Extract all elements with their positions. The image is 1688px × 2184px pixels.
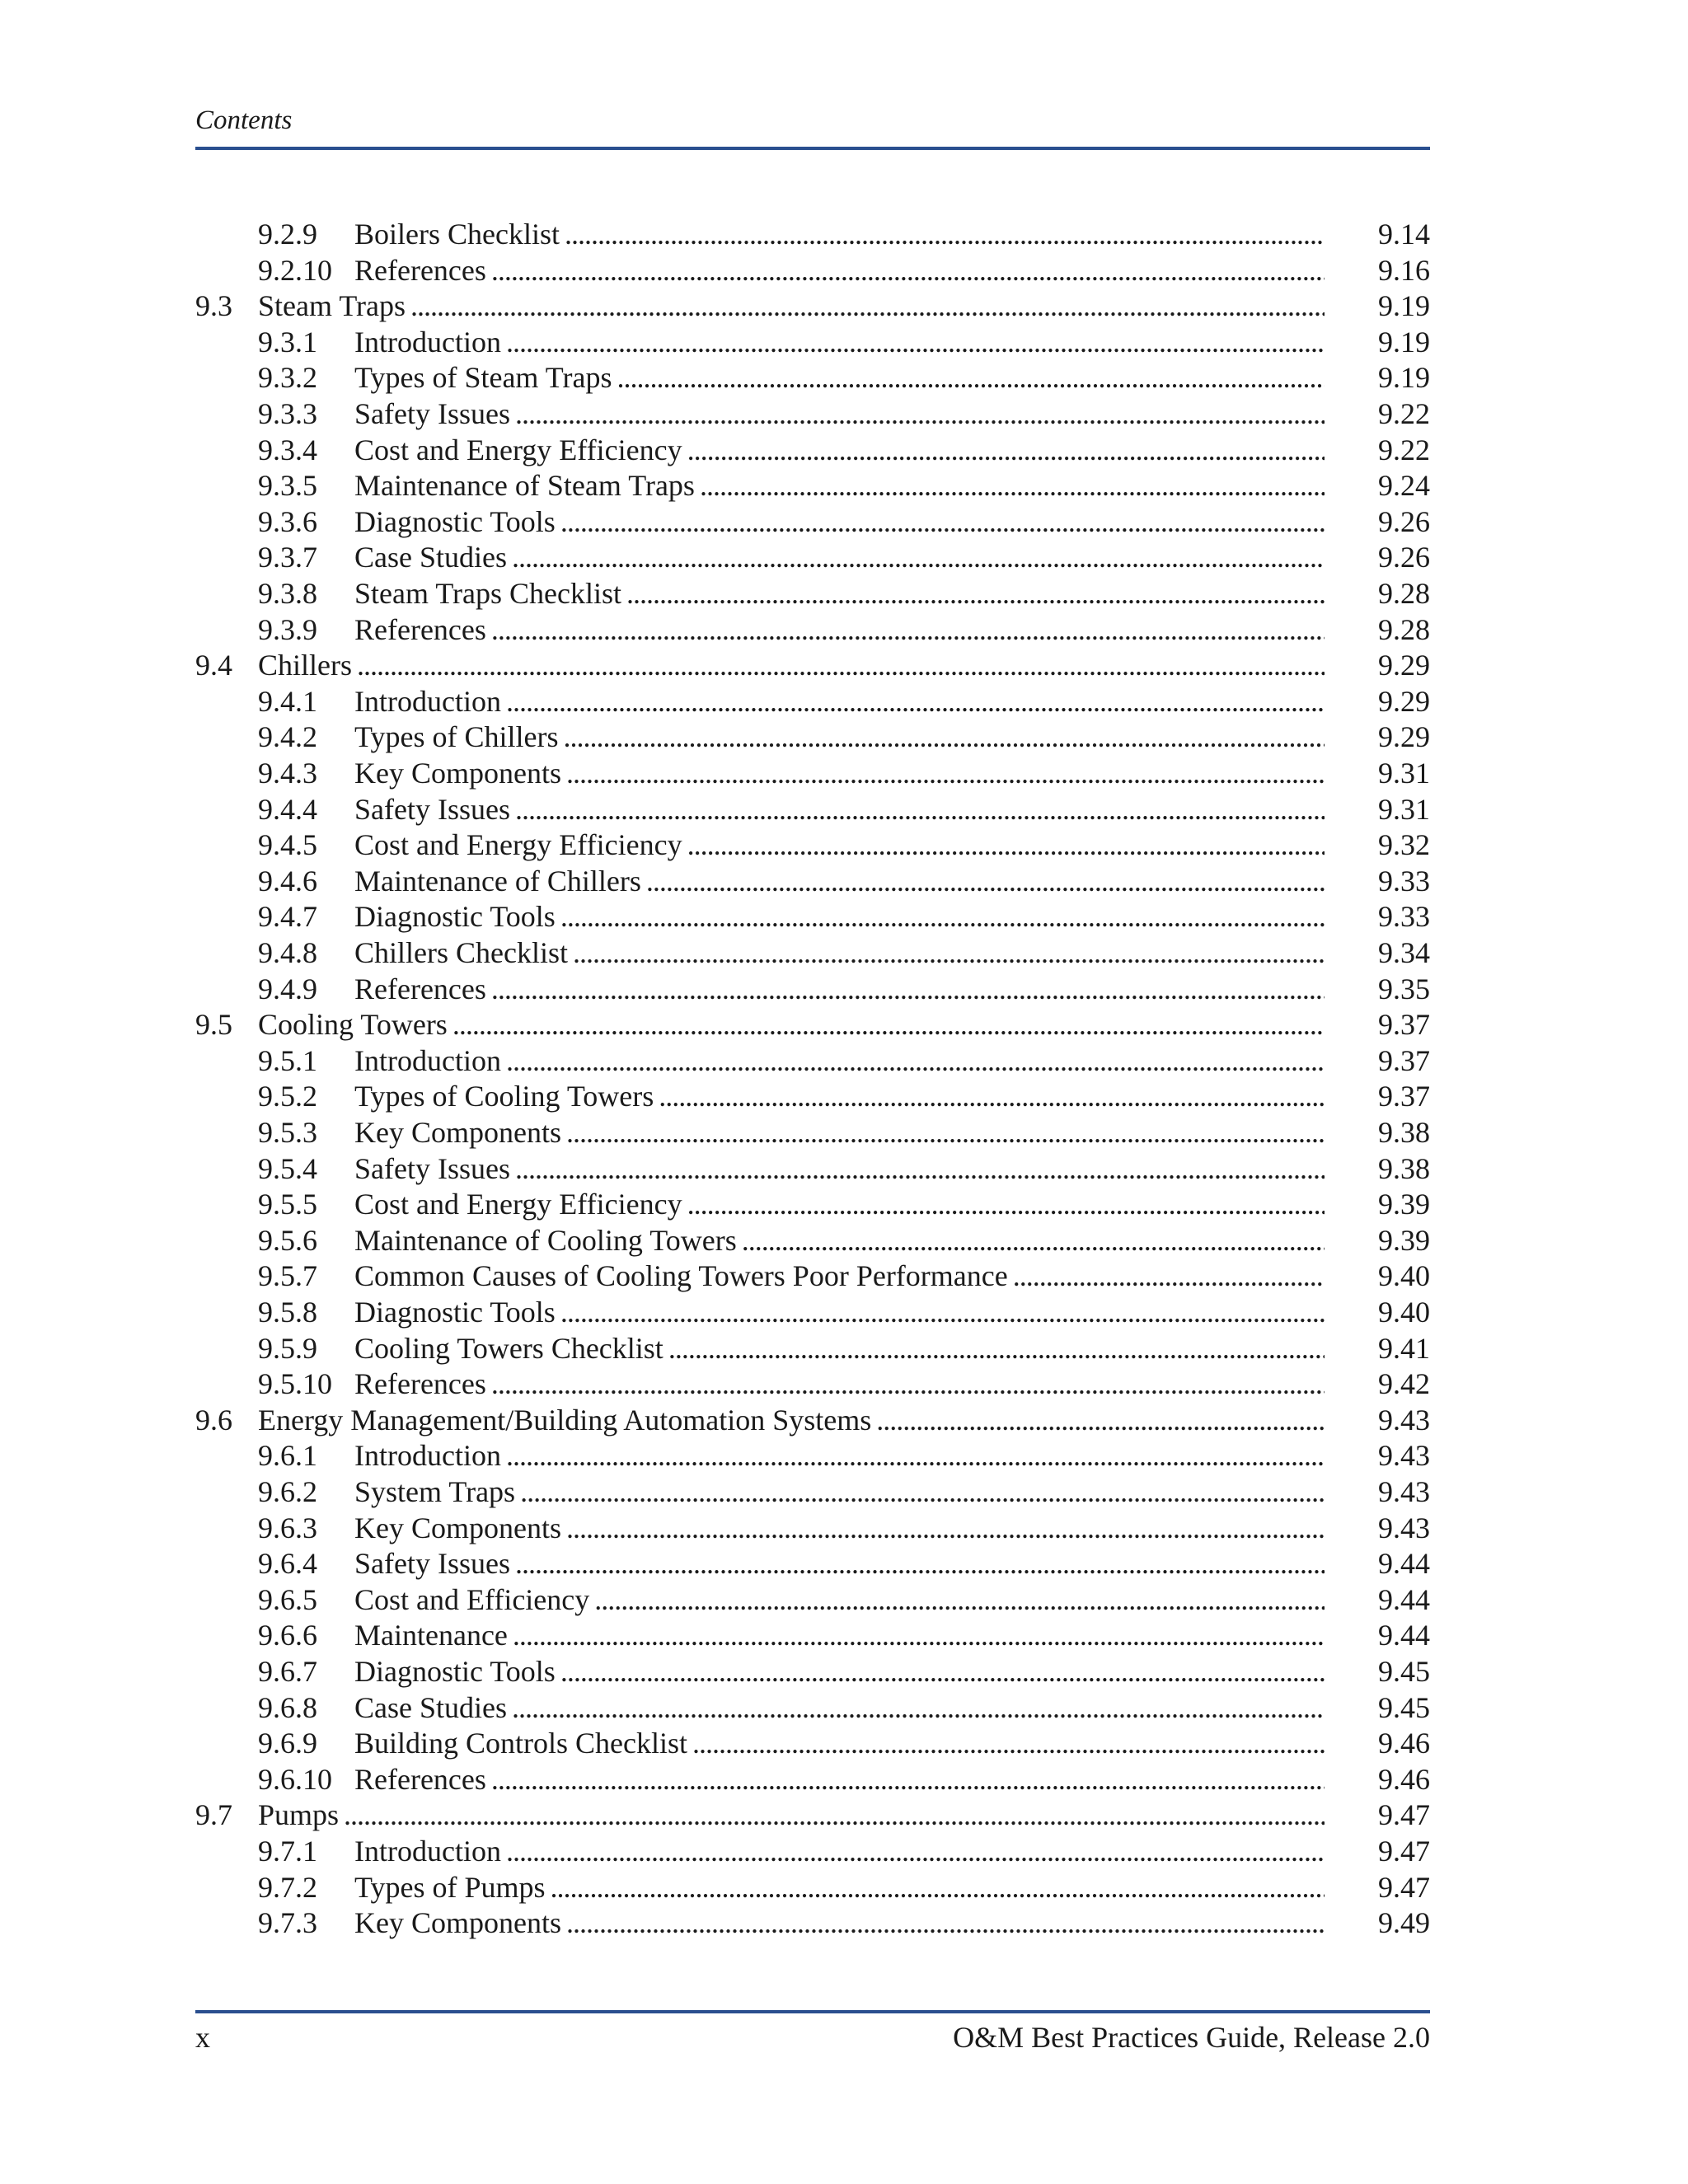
toc-entry-number: 9.4.3 [258,757,317,790]
toc-dot-leader [506,684,1325,720]
toc-entry-title-wrap [354,540,1325,576]
toc-entry-page: 9.28 [1378,612,1430,646]
toc-entry-number: 9.5.3 [258,1116,317,1149]
toc-entry-page: 9.49 [1378,1906,1430,1940]
toc-entry-number: 9.4.4 [258,792,317,826]
toc-subsection-entry[interactable] [0,756,1688,792]
toc-entry-title: Cost and Efficiency [354,1582,590,1616]
toc-entry-title: Energy Management/Building Automation Systems [258,1403,872,1436]
toc-entry-number: 9.3.8 [258,577,317,610]
toc-entry-title-wrap [354,1511,1325,1547]
toc-entry-page: 9.47 [1378,1835,1430,1868]
toc-entry-title: Diagnostic Tools [354,900,556,934]
toc-entry-title-wrap [354,1187,1325,1223]
toc-entry-number: 9.3.4 [258,433,317,466]
toc-entry-number: 9.3.5 [258,469,317,503]
toc-entry-title-wrap [354,1151,1325,1188]
toc-entry-title-wrap [354,1079,1325,1115]
toc-entry-number: 9.2.10 [258,253,332,287]
toc-entry-page: 9.45 [1378,1690,1430,1724]
toc-dot-leader [563,719,1325,756]
toc-entry-number: 9.6.1 [258,1439,317,1473]
toc-subsection-entry[interactable] [0,1618,1688,1654]
toc-entry-page: 9.43 [1378,1439,1430,1473]
toc-entry-page: 9.45 [1378,1655,1430,1688]
toc-entry-page: 9.38 [1378,1116,1430,1149]
toc-section-entry[interactable] [0,1403,1688,1439]
toc-entry-page: 9.39 [1378,1223,1430,1257]
toc-entry-number: 9.3.7 [258,541,317,574]
toc-subsection-entry[interactable] [0,1223,1688,1259]
toc-entry-title: Safety Issues [354,792,510,826]
toc-entry-number: 9.6 [195,1403,232,1436]
toc-entry-title-wrap [354,1905,1325,1942]
toc-dot-leader [594,1582,1325,1619]
toc-entry-title: Introduction [354,684,501,718]
toc-dot-leader [515,1151,1325,1188]
toc-dot-leader [566,756,1325,792]
toc-entry-number: 9.3.3 [258,397,317,430]
toc-entry-number: 9.3.9 [258,612,317,646]
toc-entry-page: 9.26 [1378,541,1430,574]
toc-dot-leader [410,288,1325,325]
toc-entry-page: 9.28 [1378,577,1430,610]
toc-entry-number: 9.5.6 [258,1223,317,1257]
toc-entry-page: 9.19 [1378,325,1430,359]
toc-entry-title: Chillers [258,649,352,682]
toc-entry-title-wrap [354,1223,1325,1259]
toc-dot-leader [515,1546,1325,1582]
toc-subsection-entry[interactable] [0,612,1688,649]
toc-entry-page: 9.33 [1378,864,1430,898]
toc-dot-leader [742,1223,1325,1259]
toc-dot-leader [560,1295,1325,1331]
toc-entry-title-wrap [354,792,1325,828]
toc-subsection-entry[interactable] [0,972,1688,1008]
toc-entry-title: References [354,972,486,1005]
toc-entry-title: Chillers Checklist [354,936,568,969]
toc-entry-title-wrap [354,253,1325,289]
toc-entry-title: Maintenance [354,1619,508,1652]
toc-entry-title-wrap [354,1258,1325,1295]
toc-dot-leader [700,468,1325,504]
toc-entry-title-wrap [354,1043,1325,1080]
toc-entry-number: 9.3.6 [258,504,317,538]
toc-entry-title-wrap [354,1654,1325,1690]
toc-entry-title-wrap [354,1618,1325,1654]
toc-entry-page: 9.34 [1378,936,1430,969]
toc-entry-title-wrap [354,433,1325,469]
toc-entry-title-wrap [354,1834,1325,1870]
toc-dot-leader [512,1690,1325,1727]
toc-section-entry[interactable] [0,648,1688,684]
toc-dot-leader [566,1905,1325,1942]
toc-dot-leader [659,1079,1325,1115]
toc-subsection-entry[interactable] [0,576,1688,612]
toc-dot-leader [566,1115,1325,1151]
toc-section-entry[interactable] [0,288,1688,325]
toc-dot-leader [687,827,1325,864]
toc-entry-number: 9.6.2 [258,1475,317,1508]
toc-entry-number: 9.6.9 [258,1727,317,1760]
toc-entry-page: 9.41 [1378,1331,1430,1365]
toc-dot-leader [491,972,1325,1008]
toc-entry-page: 9.47 [1378,1870,1430,1904]
toc-entry-page: 9.29 [1378,649,1430,682]
toc-entry-page: 9.31 [1378,757,1430,790]
toc-subsection-entry[interactable] [0,864,1688,900]
toc-entry-page: 9.43 [1378,1511,1430,1544]
toc-subsection-entry[interactable] [0,1870,1688,1906]
toc-dot-leader [515,396,1325,433]
toc-entry-page: 9.44 [1378,1547,1430,1581]
toc-subsection-entry[interactable] [0,1295,1688,1331]
toc-entry-title: Cost and Energy Efficiency [354,1188,682,1221]
toc-entry-page: 9.16 [1378,253,1430,287]
toc-subsection-entry[interactable] [0,1762,1688,1798]
toc-entry-title: Diagnostic Tools [354,1655,556,1688]
toc-entry-number: 9.4.7 [258,900,317,934]
toc-subsection-entry[interactable] [0,899,1688,935]
toc-entry-title: Key Components [354,1116,561,1149]
toc-entry-title: References [354,1367,486,1401]
toc-entry-title-wrap [354,396,1325,433]
toc-dot-leader [344,1797,1325,1834]
toc-subsection-entry[interactable] [0,827,1688,864]
toc-dot-leader [506,1043,1325,1080]
toc-subsection-entry[interactable] [0,1511,1688,1547]
toc-entry-number: 9.2.9 [258,218,317,251]
toc-entry-title: Introduction [354,1043,501,1077]
toc-dot-leader [687,433,1325,469]
toc-subsection-entry[interactable] [0,1151,1688,1188]
toc-entry-page: 9.39 [1378,1188,1430,1221]
toc-subsection-entry[interactable] [0,1690,1688,1727]
toc-subsection-entry[interactable] [0,1438,1688,1474]
toc-entry-page: 9.37 [1378,1008,1430,1042]
toc-entry-title-wrap [354,1474,1325,1511]
toc-entry-title-wrap [258,288,1325,325]
toc-entry-number: 9.7.3 [258,1906,317,1940]
toc-entry-title: Types of Cooling Towers [354,1080,654,1113]
toc-entry-page: 9.37 [1378,1043,1430,1077]
footer-rule [195,2010,1430,2013]
toc-dot-leader [687,1187,1325,1223]
toc-dot-leader [491,1762,1325,1798]
toc-subsection-entry[interactable] [0,433,1688,469]
toc-entry-title: Maintenance of Cooling Towers [354,1223,737,1257]
footer-page-number: x [195,2021,210,2054]
toc-entry-page: 9.35 [1378,972,1430,1005]
toc-dot-leader [491,612,1325,649]
toc-entry-title-wrap [354,684,1325,720]
toc-subsection-entry[interactable] [0,468,1688,504]
toc-entry-title-wrap [354,1690,1325,1727]
toc-entry-title: Key Components [354,1511,561,1544]
toc-entry-page: 9.42 [1378,1367,1430,1401]
toc-entry-title: Introduction [354,325,501,359]
toc-entry-title-wrap [354,360,1325,396]
toc-entry-title-wrap [354,756,1325,792]
toc-entry-title: Safety Issues [354,1547,510,1581]
toc-subsection-entry[interactable] [0,1366,1688,1403]
toc-entry-page: 9.44 [1378,1619,1430,1652]
toc-dot-leader [520,1474,1325,1511]
toc-entry-title: Diagnostic Tools [354,1296,556,1329]
toc-entry-title-wrap [354,719,1325,756]
toc-entry-title-wrap [354,1762,1325,1798]
toc-entry-number: 9.6.8 [258,1690,317,1724]
toc-entry-page: 9.14 [1378,218,1430,251]
toc-entry-title: Case Studies [354,541,507,574]
toc-entry-number: 9.6.7 [258,1655,317,1688]
toc-entry-title-wrap [354,1115,1325,1151]
toc-entry-number: 9.4.5 [258,828,317,862]
toc-entry-page: 9.22 [1378,397,1430,430]
toc-entry-page: 9.46 [1378,1727,1430,1760]
toc-dot-leader [565,217,1325,253]
toc-subsection-entry[interactable] [0,684,1688,720]
toc-entry-title-wrap [354,972,1325,1008]
toc-entry-title: Boilers Checklist [354,218,560,251]
toc-subsection-entry[interactable] [0,1546,1688,1582]
toc-entry-title-wrap [258,1007,1325,1043]
toc-subsection-entry[interactable] [0,1905,1688,1942]
toc-subsection-entry[interactable] [0,1726,1688,1762]
toc-entry-page: 9.46 [1378,1762,1430,1796]
toc-dot-leader [876,1403,1325,1439]
toc-entry-title: Maintenance of Steam Traps [354,469,695,503]
toc-entry-number: 9.4.8 [258,936,317,969]
toc-entry-title: Pumps [258,1798,340,1832]
toc-entry-title-wrap [354,1870,1325,1906]
toc-entry-page: 9.47 [1378,1798,1430,1832]
toc-entry-title-wrap [354,1331,1325,1367]
toc-entry-number: 9.7.2 [258,1870,317,1904]
toc-entry-number: 9.6.3 [258,1511,317,1544]
toc-dot-leader [506,1834,1325,1870]
footer-guide-title: O&M Best Practices Guide, Release 2.0 [953,2021,1430,2054]
toc-entry-page: 9.22 [1378,433,1430,466]
toc-entry-title: Key Components [354,1906,561,1940]
toc-subsection-entry[interactable] [0,360,1688,396]
toc-entry-number: 9.7.1 [258,1835,317,1868]
toc-entry-title-wrap [354,1366,1325,1403]
toc-section-entry[interactable] [0,1797,1688,1834]
toc-subsection-entry[interactable] [0,792,1688,828]
toc-entry-title-wrap [354,1438,1325,1474]
toc-entry-title: Steam Traps [258,289,406,323]
toc-entry-title-wrap [354,576,1325,612]
toc-subsection-entry[interactable] [0,217,1688,253]
toc-dot-leader [551,1870,1325,1906]
toc-entry-title: Introduction [354,1439,501,1473]
running-header: Contents [195,105,293,135]
toc-entry-number: 9.5.2 [258,1080,317,1113]
toc-subsection-entry[interactable] [0,1582,1688,1619]
toc-entry-number: 9.5.9 [258,1331,317,1365]
toc-subsection-entry[interactable] [0,1187,1688,1223]
toc-entry-title: System Traps [354,1475,516,1508]
toc-dot-leader [646,864,1325,900]
toc-entry-number: 9.3.1 [258,325,317,359]
toc-entry-title-wrap [354,864,1325,900]
toc-entry-title: Cooling Towers [258,1008,448,1042]
toc-dot-leader [560,504,1325,541]
toc-dot-leader [506,325,1325,361]
toc-entry-title-wrap [354,217,1325,253]
toc-entry-page: 9.33 [1378,900,1430,934]
toc-entry-title-wrap [258,1797,1325,1834]
toc-entry-number: 9.6.6 [258,1619,317,1652]
toc-entry-number: 9.6.10 [258,1762,332,1796]
toc-dot-leader [1013,1258,1325,1295]
toc-subsection-entry[interactable] [0,396,1688,433]
toc-dot-leader [515,792,1325,828]
toc-entry-title: Building Controls Checklist [354,1727,688,1760]
toc-entry-title: Cost and Energy Efficiency [354,828,682,862]
toc-entry-title: Introduction [354,1835,501,1868]
toc-entry-page: 9.37 [1378,1080,1430,1113]
toc-subsection-entry[interactable] [0,1079,1688,1115]
toc-dot-leader [566,1511,1325,1547]
toc-dot-leader [491,253,1325,289]
toc-subsection-entry[interactable] [0,1331,1688,1367]
toc-entry-number: 9.6.5 [258,1582,317,1616]
toc-entry-title: References [354,253,486,287]
toc-entry-number: 9.3.2 [258,361,317,395]
toc-entry-title: Steam Traps Checklist [354,577,622,610]
toc-entry-page: 9.43 [1378,1475,1430,1508]
toc-subsection-entry[interactable] [0,935,1688,972]
toc-entry-number: 9.5 [195,1008,232,1042]
toc-dot-leader [513,1618,1325,1654]
toc-dot-leader [357,648,1325,684]
toc-entry-title: Safety Issues [354,397,510,430]
toc-dot-leader [617,360,1325,396]
toc-entry-title-wrap [354,325,1325,361]
toc-entry-number: 9.6.4 [258,1547,317,1581]
toc-entry-title-wrap [354,827,1325,864]
toc-subsection-entry[interactable] [0,1043,1688,1080]
toc-subsection-entry[interactable] [0,1258,1688,1295]
toc-dot-leader [626,576,1325,612]
toc-entry-title: Case Studies [354,1690,507,1724]
toc-subsection-entry[interactable] [0,1115,1688,1151]
toc-entry-page: 9.31 [1378,792,1430,826]
toc-entry-number: 9.7 [195,1798,232,1832]
toc-dot-leader [573,935,1325,972]
toc-entry-title-wrap [354,468,1325,504]
toc-entry-number: 9.5.5 [258,1188,317,1221]
toc-entry-page: 9.29 [1378,720,1430,754]
toc-entry-title: Key Components [354,757,561,790]
toc-entry-number: 9.5.1 [258,1043,317,1077]
toc-entry-page: 9.29 [1378,684,1430,718]
toc-entry-page: 9.44 [1378,1582,1430,1616]
toc-entry-number: 9.5.4 [258,1151,317,1185]
toc-entry-page: 9.32 [1378,828,1430,862]
toc-entry-page: 9.26 [1378,504,1430,538]
toc-subsection-entry[interactable] [0,1474,1688,1511]
toc-entry-title-wrap [258,648,1325,684]
toc-entry-title: Types of Chillers [354,720,559,754]
toc-dot-leader [560,899,1325,935]
toc-entry-title: References [354,1762,486,1796]
toc-entry-page: 9.40 [1378,1259,1430,1293]
toc-entry-number: 9.4.1 [258,684,317,718]
toc-entry-title: Types of Pumps [354,1870,546,1904]
toc-entry-title: Cost and Energy Efficiency [354,433,682,466]
toc-section-entry[interactable] [0,1007,1688,1043]
toc-entry-title-wrap [354,504,1325,541]
toc-dot-leader [452,1007,1325,1043]
toc-entry-number: 9.4.9 [258,972,317,1005]
toc-entry-title-wrap [354,1726,1325,1762]
toc-entry-page: 9.19 [1378,361,1430,395]
toc-entry-title: Cooling Towers Checklist [354,1331,663,1365]
toc-dot-leader [560,1654,1325,1690]
toc-entry-number: 9.4.6 [258,864,317,898]
toc-subsection-entry[interactable] [0,253,1688,289]
toc-entry-title-wrap [258,1403,1325,1439]
toc-entry-title-wrap [354,935,1325,972]
toc-dot-leader [512,540,1325,576]
toc-entry-title: Maintenance of Chillers [354,864,641,898]
toc-dot-leader [692,1726,1325,1762]
toc-dot-leader [506,1438,1325,1474]
toc-entry-title: Types of Steam Traps [354,361,612,395]
toc-subsection-entry[interactable] [0,325,1688,361]
toc-entry-page: 9.19 [1378,289,1430,323]
toc-entry-title: Safety Issues [354,1151,510,1185]
toc-entry-title: Diagnostic Tools [354,504,556,538]
toc-entry-page: 9.38 [1378,1151,1430,1185]
toc-dot-leader [491,1366,1325,1403]
toc-entry-title: Common Causes of Cooling Towers Poor Performance [354,1259,1008,1293]
toc-subsection-entry[interactable] [0,504,1688,541]
toc-entry-title-wrap [354,899,1325,935]
toc-entry-title-wrap [354,1295,1325,1331]
toc-entry-title-wrap [354,1582,1325,1619]
toc-entry-number: 9.5.7 [258,1259,317,1293]
toc-subsection-entry[interactable] [0,540,1688,576]
toc-entry-number: 9.5.10 [258,1367,332,1401]
toc-entry-number: 9.3 [195,289,232,323]
toc-entry-page: 9.24 [1378,469,1430,503]
toc-entry-title-wrap [354,1546,1325,1582]
toc-dot-leader [668,1331,1325,1367]
toc-entry-number: 9.4.2 [258,720,317,754]
toc-entry-number: 9.4 [195,649,232,682]
toc-entry-number: 9.5.8 [258,1296,317,1329]
toc-entry-page: 9.40 [1378,1296,1430,1329]
header-rule [195,147,1430,150]
toc-subsection-entry[interactable] [0,1834,1688,1870]
toc-entry-title: References [354,612,486,646]
toc-entry-page: 9.43 [1378,1403,1430,1436]
toc-entry-title-wrap [354,612,1325,649]
toc-subsection-entry[interactable] [0,1654,1688,1690]
toc-subsection-entry[interactable] [0,719,1688,756]
